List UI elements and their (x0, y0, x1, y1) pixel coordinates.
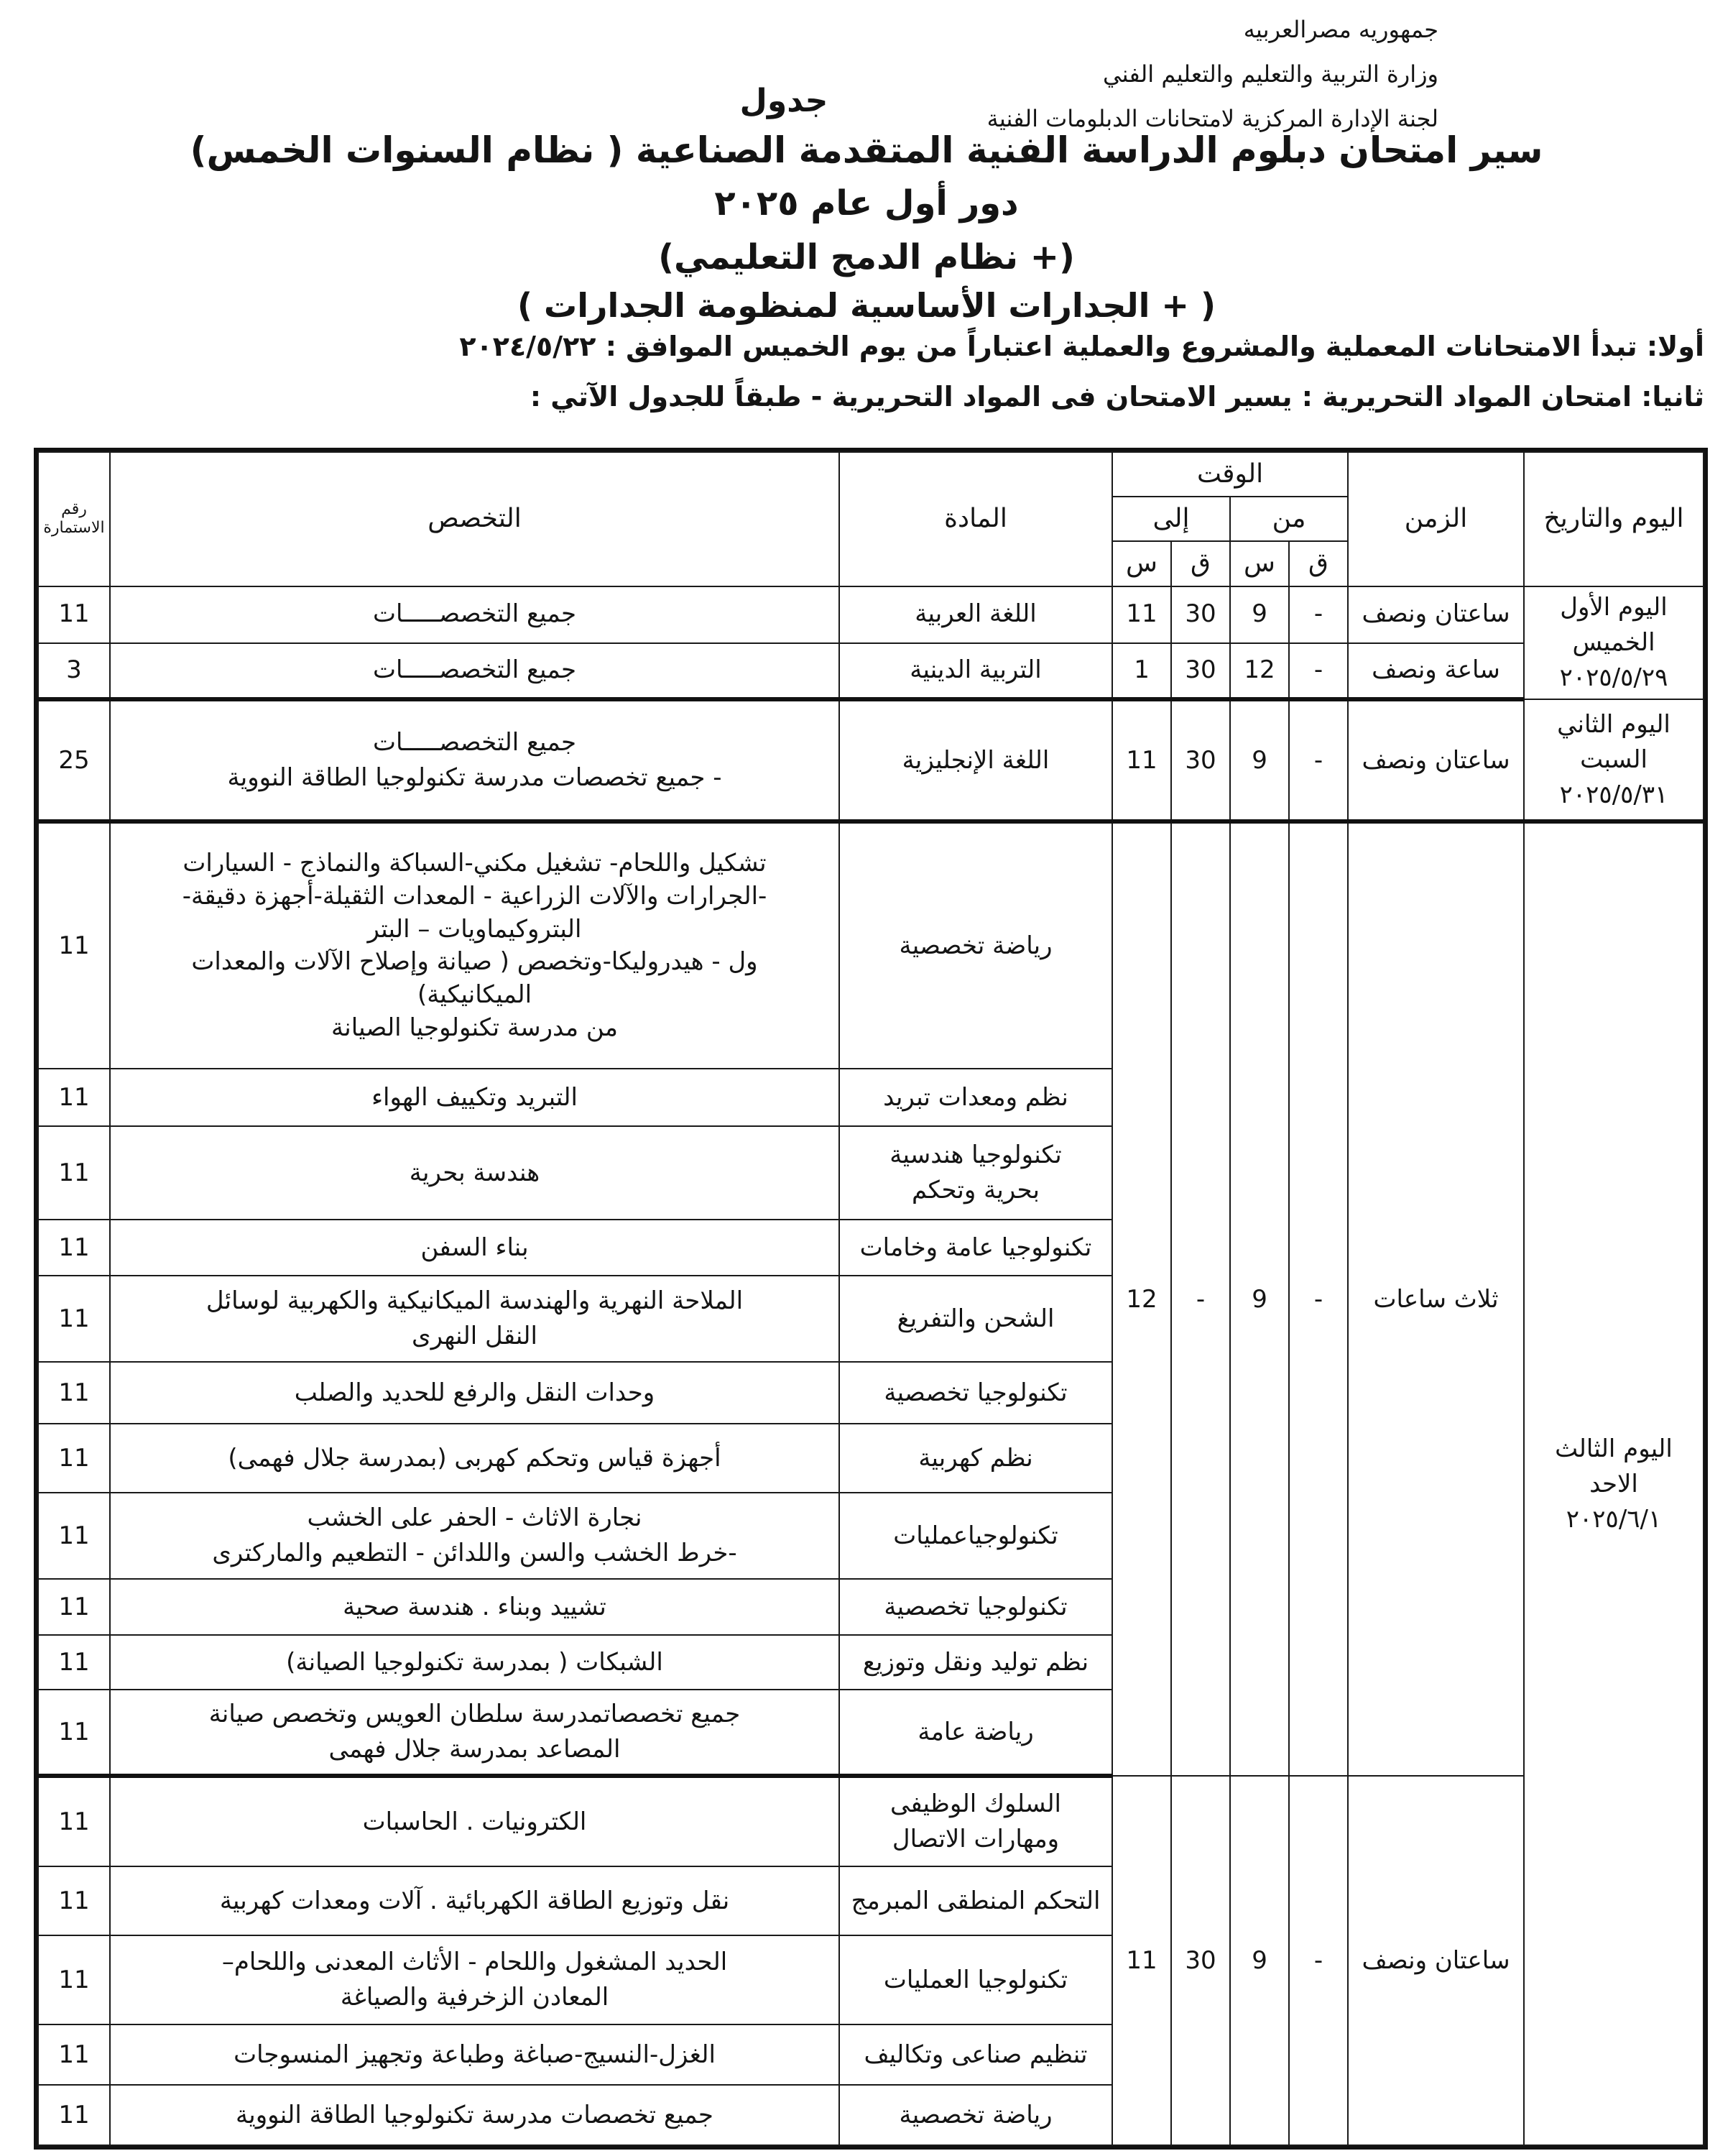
table-row (38, 821, 1704, 1069)
from-hour: 9 (1230, 586, 1289, 643)
col-to: إلى (1112, 497, 1230, 541)
col-form-number: رقم الاستمارة (38, 452, 110, 586)
duration-cell: ثلاث ساعات (1348, 821, 1524, 1776)
day-cell (1524, 699, 1704, 821)
specialization-cell: أجهزة قياس وتحكم كهربى (بمدرسة جلال فهمى) (110, 1424, 839, 1493)
to-hour: 12 (1112, 821, 1171, 1776)
jadarat-note: ( + الجدارات الأساسية لمنظومة الجدارات ) (517, 286, 1216, 325)
form-number: 11 (38, 1362, 110, 1424)
from-minute: - (1289, 586, 1348, 643)
specialization-cell: الملاحة النهرية والهندسة الميكانيكية والكهربية لوسائل النقل النهرى (110, 1276, 839, 1362)
specialization-cell: وحدات النقل والرفع للحديد والصلب (110, 1362, 839, 1424)
day-weekday: الاحد (1589, 1469, 1638, 1498)
form-number: 3 (38, 643, 110, 700)
day-date: ٢٠٢٥/٥/٣١ (1559, 780, 1668, 810)
from-hour: 9 (1230, 699, 1289, 821)
table-row (38, 1776, 1704, 1866)
subject-cell: تنظيم صناعى وتكاليف (839, 2024, 1112, 2085)
subject-cell: التربية الدينية (839, 643, 1112, 700)
col-duration: الزمن (1348, 452, 1524, 586)
exam-session: دور أول عام ٢٠٢٥ (714, 183, 1019, 224)
col-subject: المادة (839, 452, 1112, 586)
form-number: 11 (38, 1776, 110, 1866)
subject-cell: نظم كهربية (839, 1424, 1112, 1493)
exam-schedule-table (37, 451, 1704, 2146)
specialization-cell: تشييد وبناء . هندسة صحية (110, 1579, 839, 1635)
form-number: 11 (38, 1579, 110, 1635)
specialization-cell: جميع تخصصاتمدرسة سلطان العويس وتخصص صيانة المصاعد بمدرسة جلال فهمى (110, 1690, 839, 1776)
subject-cell: اللغة العربية (839, 586, 1112, 643)
to-hour: 11 (1112, 586, 1171, 643)
form-number: 11 (38, 586, 110, 643)
header-line-country: جمهوريه مصرالعربيه (1243, 16, 1438, 43)
day-weekday: السبت (1580, 745, 1647, 774)
to-hour: 11 (1112, 699, 1171, 821)
table-row (38, 586, 1704, 643)
day-weekday: الخميس (1572, 627, 1655, 657)
specialization-cell: جميع التخصصـــــات (110, 586, 839, 643)
subject-cell: تكنولوجيا عامة وخامات (839, 1220, 1112, 1276)
day-date: ٢٠٢٥/٦/١ (1566, 1505, 1662, 1534)
from-hour: 12 (1230, 643, 1289, 700)
specialization-cell: التبريد وتكييف الهواء (110, 1069, 839, 1126)
col-specialization: التخصص (110, 452, 839, 586)
day-date: ٢٠٢٥/٥/٢٩ (1559, 663, 1668, 693)
subject-cell: تكنولوجيا تخصصية (839, 1579, 1112, 1635)
specialization-cell: بناء السفن (110, 1220, 839, 1276)
subject-cell: الشحن والتفريغ (839, 1276, 1112, 1362)
to-minute: 30 (1171, 699, 1230, 821)
to-hour: 1 (1112, 643, 1171, 700)
form-number: 11 (38, 1220, 110, 1276)
col-from-minute: ق (1289, 541, 1348, 586)
specialization-cell: نقل وتوزيع الطاقة الكهربائية . آلات ومعدات كهربية (110, 1866, 839, 1935)
table-row (38, 643, 1704, 700)
specialization-cell: هندسة بحرية (110, 1126, 839, 1220)
from-hour: 9 (1230, 1776, 1289, 2145)
specialization-cell: نجارة الاثاث - الحفر على الخشب -خرط الخشب والسن واللدائن - التطعيم والماركترى (110, 1493, 839, 1579)
note-second: ثانيا: امتحان المواد التحريرية : يسير الامتحان فى المواد التحريرية - طبقاً للجدول الآتي : (530, 381, 1704, 413)
integration-note: (+ نظام الدمج التعليمي) (658, 237, 1075, 277)
subject-cell: تكنولوجيا هندسية بحرية وتحكم (839, 1126, 1112, 1220)
day-name: اليوم الأول (1560, 592, 1668, 622)
specialization-cell: الشبكات ( بمدرسة تكنولوجيا الصيانة) (110, 1635, 839, 1690)
table-row (38, 699, 1704, 821)
specialization-cell: الغزل-النسيج-صباغة وطباعة وتجهيز المنسوجات (110, 2024, 839, 2085)
duration-cell: ساعتان ونصف (1348, 699, 1524, 821)
duration-cell: ساعة ونصف (1348, 643, 1524, 700)
from-hour: 9 (1230, 821, 1289, 1776)
subject-cell: رياضة تخصصية (839, 821, 1112, 1069)
from-minute: - (1289, 821, 1348, 1776)
col-from: من (1230, 497, 1348, 541)
to-hour: 11 (1112, 1776, 1171, 2145)
to-minute: 30 (1171, 586, 1230, 643)
specialization-cell: الكترونيات . الحاسبات (110, 1776, 839, 1866)
form-number: 11 (38, 1935, 110, 2024)
day-name: اليوم الثالث (1555, 1434, 1673, 1463)
col-time: الوقت (1112, 452, 1348, 497)
form-number: 11 (38, 2085, 110, 2145)
form-number: 11 (38, 1635, 110, 1690)
form-number: 11 (38, 1126, 110, 1220)
ministry-header (987, 7, 1438, 141)
day-cell (1524, 586, 1704, 700)
specialization-cell: الحديد المشغول واللحام - الأثاث المعدنى واللحام– المعادن الزخرفية والصياغة (110, 1935, 839, 2024)
subject-cell: رياضة تخصصية (839, 2085, 1112, 2145)
duration-cell: ساعتان ونصف (1348, 1776, 1524, 2145)
col-to-minute: ق (1171, 541, 1230, 586)
day-name: اليوم الثاني (1557, 709, 1670, 739)
note-first: أولا: تبدأ الامتحانات المعملية والمشروع والعملية اعتباراً من يوم الخميس الموافق : ٢٠٢٤/٥/٢٢ (459, 331, 1704, 362)
form-number: 11 (38, 1493, 110, 1579)
duration-cell: ساعتان ونصف (1348, 586, 1524, 643)
col-to-hour: س (1112, 541, 1171, 586)
from-minute: - (1289, 699, 1348, 821)
specialization-cell: جميع التخصصـــــات - جميع تخصصات مدرسة تكنولوجيا الطاقة النووية (110, 699, 839, 821)
header-line-committee: لجنة الإدارة المركزية لامتحانات الدبلومات الفنية (986, 105, 1438, 132)
subject-cell: التحكم المنطقى المبرمج (839, 1866, 1112, 1935)
to-minute: - (1171, 821, 1230, 1776)
form-number: 11 (38, 1866, 110, 1935)
from-minute: - (1289, 643, 1348, 700)
subject-cell: نظم ومعدات تبريد (839, 1069, 1112, 1126)
specialization-cell: جميع التخصصـــــات (110, 643, 839, 700)
header-line-ministry: وزارة التربية والتعليم والتعليم الفني (1103, 60, 1438, 88)
subject-cell: نظم توليد ونقل وتوزيع (839, 1635, 1112, 1690)
document-title: سير امتحان دبلوم الدراسة الفنية المتقدمة الصناعية ( نظام السنوات الخمس) (190, 129, 1543, 171)
col-from-hour: س (1230, 541, 1289, 586)
subject-cell: اللغة الإنجليزية (839, 699, 1112, 821)
specialization-cell: تشكيل واللحام- تشغيل مكني-السباكة والنماذج - السيارات -الجرارات والآلات الزراعية - المعدات الثقيلة-أجهزة دقيقة- البتروكيماويات – البتر ول - هيدروليكا-وتخصص ( صيانة وإصلاح الآلات والمعدات الميكانيكية) من مدرسة تكنولوجيا الصيانة (110, 821, 839, 1069)
specialization-cell: جميع تخصصات مدرسة تكنولوجيا الطاقة النووية (110, 2085, 839, 2145)
col-day-date: اليوم والتاريخ (1524, 452, 1704, 586)
to-minute: 30 (1171, 1776, 1230, 2145)
form-number: 11 (38, 1069, 110, 1126)
day-cell (1524, 821, 1704, 2145)
subject-cell: تكنولوجيا العمليات (839, 1935, 1112, 2024)
subject-cell: تكنولوجياعمليات (839, 1493, 1112, 1579)
form-number: 11 (38, 1424, 110, 1493)
form-number: 25 (38, 699, 110, 821)
form-number: 11 (38, 2024, 110, 2085)
form-number: 11 (38, 1276, 110, 1362)
subject-cell: رياضة عامة (839, 1690, 1112, 1776)
form-number: 11 (38, 1690, 110, 1776)
from-minute: - (1289, 1776, 1348, 2145)
subject-cell: تكنولوجيا تخصصية (839, 1362, 1112, 1424)
to-minute: 30 (1171, 643, 1230, 700)
table-word: جدول (739, 83, 828, 119)
subject-cell: السلوك الوظيفى ومهارات الاتصال (839, 1776, 1112, 1866)
form-number: 11 (38, 821, 110, 1069)
